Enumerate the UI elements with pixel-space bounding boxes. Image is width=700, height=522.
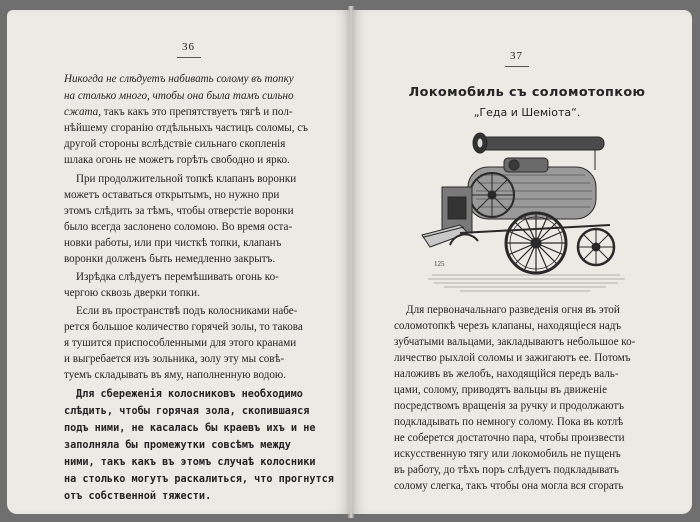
text-line: туемъ складывать въ яму, наполненную водою. (64, 369, 286, 381)
locomobile-illustration (420, 125, 630, 297)
text-line-bold: Для сбереженія колосниковъ необходимо (76, 389, 303, 400)
text-line: При продолжительной топкѣ клапанъ воронки (76, 173, 297, 185)
text-line-bold: отъ собственной тяжести. (64, 491, 212, 502)
text-line: Изрѣдка слѣдуетъ перемѣшивать огонь ко- (76, 271, 279, 283)
right-page (352, 10, 692, 514)
text-line-bold: подъ ними, не касалась бы краевъ ихъ и не (64, 423, 316, 434)
text-line: нѣйшему сгоранію отдѣльныхъ частицъ соломы, съ (64, 122, 308, 134)
text-line: Никогда не слѣдуетъ набивать солому въ топку (64, 73, 294, 85)
text-line-bold: ними, такъ какъ въ этомъ случаѣ колосники (64, 457, 316, 468)
text-line: новки работы, или при чисткѣ топки, клапанъ (64, 237, 282, 249)
text-line: рется большое количество горячей золы, то такова (64, 321, 303, 333)
page-number-rule (177, 57, 201, 58)
text-line: я тушится приспособленными для этого кранами (64, 337, 297, 349)
text-line-bold: на столько могутъ раскалиться, что прогнутся (64, 474, 334, 485)
page-number: 36 (182, 41, 195, 53)
text-line: солому слегка, такъ чтобы она могла вся сгорать (394, 480, 624, 492)
text-line: зубчатыми вальцами, закладываютъ небольшое ко- (394, 336, 636, 348)
page-number-rule (505, 66, 529, 67)
text-line: на столько много, чтобы она была тамъ сильно (64, 90, 294, 102)
text-line: другой стороны вслѣдствіе сильнаго скопленія (64, 138, 286, 150)
text-line: шлака огонь не можетъ горѣть свободно и ярко. (64, 154, 290, 166)
figure-number: 125 (434, 260, 445, 268)
text-line: цами, солому, приводятъ вальцы въ движеніе (394, 384, 608, 396)
text-line-bold: заполняла бы промежутки совсѣмъ между (64, 440, 291, 451)
text-line: наложивъ въ желобъ, находящійся передъ валь- (394, 368, 619, 380)
text-line: соломотопкѣ черезъ клапаны, находящіеся надъ (394, 320, 622, 332)
text-line: этомъ слѣдить за тѣмъ, чтобы отверстіе воронки (64, 205, 294, 217)
text-line: посредствомъ вращенія за ручку и продолжаютъ (394, 400, 624, 412)
page-number: 37 (510, 50, 523, 62)
chapter-subtitle: „Геда и Шеміота“. (473, 106, 581, 119)
text-line: Если въ пространствѣ подъ колосниками набе- (76, 305, 298, 317)
text-line: воронки долженъ быть немедленно закрытъ. (64, 253, 276, 265)
chapter-title: Локомобиль съ соломотопкою (408, 85, 646, 100)
text-line: въ работу, до тѣхъ поръ слѣдуетъ подкладывать (394, 464, 619, 476)
text-line: можетъ оставаться открытымъ, но нужно при (64, 189, 280, 201)
text-line: было всегда заслонено соломою. Во время оста- (64, 221, 293, 233)
text-line: искусственную тягу или локомобиль не пущенъ (394, 448, 621, 460)
left-page (7, 10, 350, 514)
text-line: и выгребается изъ зольника, золу эту мы совѣ- (64, 353, 285, 365)
text-line: Для первоначальнаго разведенія огня въ этой (406, 304, 620, 316)
text-line: личество рыхлой соломы и зажигаютъ ее. Потомъ (394, 352, 631, 364)
text-line: подкладывать по немногу солому. Пока въ котлѣ (394, 416, 624, 428)
text-line: не соберется достаточно пара, чтобы произвести (394, 432, 625, 444)
text-line: чергою сквозь дверки топки. (64, 287, 200, 299)
text-line-bold: слѣдить, чтобы горячая зола, скопившаяся (64, 406, 310, 417)
text-line: сжата, такъ какъ это препятствуетъ тягѣ и пол- (64, 106, 293, 118)
